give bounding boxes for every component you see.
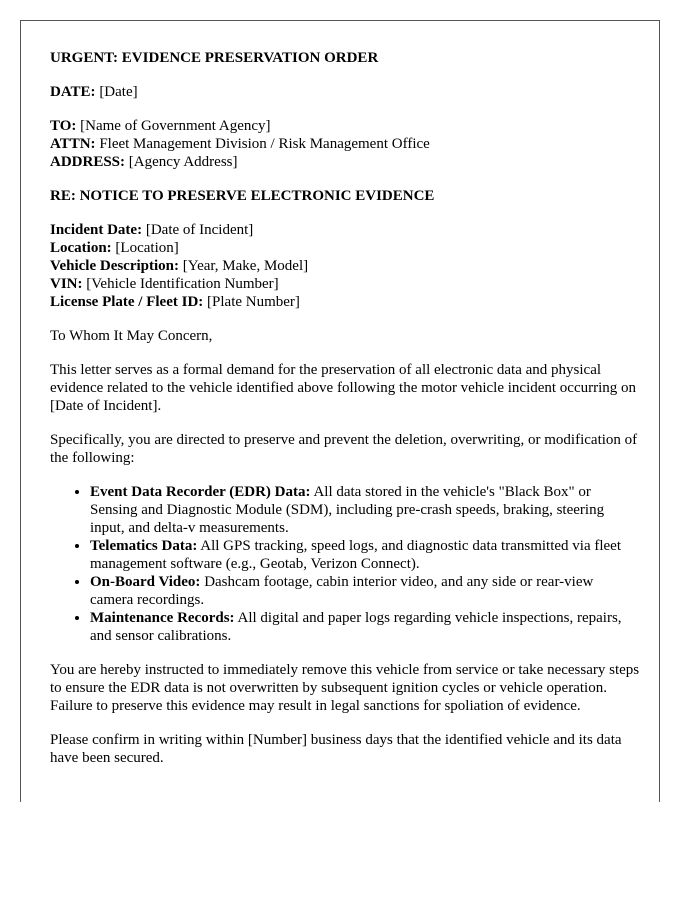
attn-label: ATTN: — [50, 136, 96, 152]
address-label: ADDRESS: — [50, 154, 126, 170]
attn-line — [50, 135, 640, 153]
date-value: [Date] — [95, 84, 138, 100]
to-label: TO: — [50, 118, 77, 134]
list-item-edr: • Event Data Recorder (EDR) Data: All data stored in the vehicle's "Black Box" or Sensing and Diagnostic Module (SDM), including pre-crash speeds, braking, steering input, and delta-v measurements. — [90, 483, 640, 537]
list-item-video: • On-Board Video: Dashcam footage, cabin interior video, and any side or rear-view camera recordings. — [90, 573, 640, 609]
detail-location: Location: [Location] — [50, 240, 179, 256]
recipient-block — [50, 117, 640, 171]
detail-vin: VIN: [Vehicle Identification Number] — [50, 276, 279, 292]
address-line — [50, 153, 640, 171]
attn-value: Fleet Management Division / Risk Management Office — [95, 136, 430, 152]
detail-license-plate: License Plate / Fleet ID: [Plate Number] — [50, 294, 300, 310]
incident-details — [50, 221, 640, 311]
intro-paragraph: This letter serves as a formal demand for the preservation of all electronic data and physical evidence related to the vehicle identified above following the motor vehicle incident occurring on [Date of Incident]. — [50, 362, 637, 414]
salutation: To Whom It May Concern, — [50, 328, 213, 344]
letter-content — [50, 49, 640, 783]
letter-page — [20, 20, 660, 802]
detail-incident-date: Incident Date: [Date of Incident] — [50, 222, 254, 238]
instruction-paragraph: You are hereby instructed to immediately remove this vehicle from service or take necessary steps to ensure the EDR data is not overwritten by subsequent ignition cycles or vehicle operation. Failure to preserve this evidence may result in legal sanctions for spoliation of evidence. — [50, 662, 640, 714]
date-label: DATE: — [50, 84, 96, 100]
to-value: [Name of Government Agency] — [76, 118, 271, 134]
detail-vehicle-description: Vehicle Description: [Year, Make, Model] — [50, 258, 309, 274]
list-item-telematics: • Telematics Data: All GPS tracking, speed logs, and diagnostic data transmitted via fleet management software (e.g., Geotab, Verizon Connect). — [90, 537, 640, 573]
evidence-list — [50, 483, 640, 645]
list-item-maintenance: • Maintenance Records: All digital and paper logs regarding vehicle inspections, repairs, and sensor calibrations. — [90, 609, 640, 645]
date-line — [50, 83, 640, 101]
address-value: [Agency Address] — [125, 154, 238, 170]
directive-paragraph: Specifically, you are directed to preserve and prevent the deletion, overwriting, or modification of the following: — [50, 432, 638, 466]
confirm-paragraph: Please confirm in writing within [Number] business days that the identified vehicle and its data have been secured. — [50, 732, 622, 766]
to-line — [50, 117, 640, 135]
re-line: RE: NOTICE TO PRESERVE ELECTRONIC EVIDENCE — [50, 188, 435, 204]
letter-title: URGENT: EVIDENCE PRESERVATION ORDER — [50, 50, 379, 66]
